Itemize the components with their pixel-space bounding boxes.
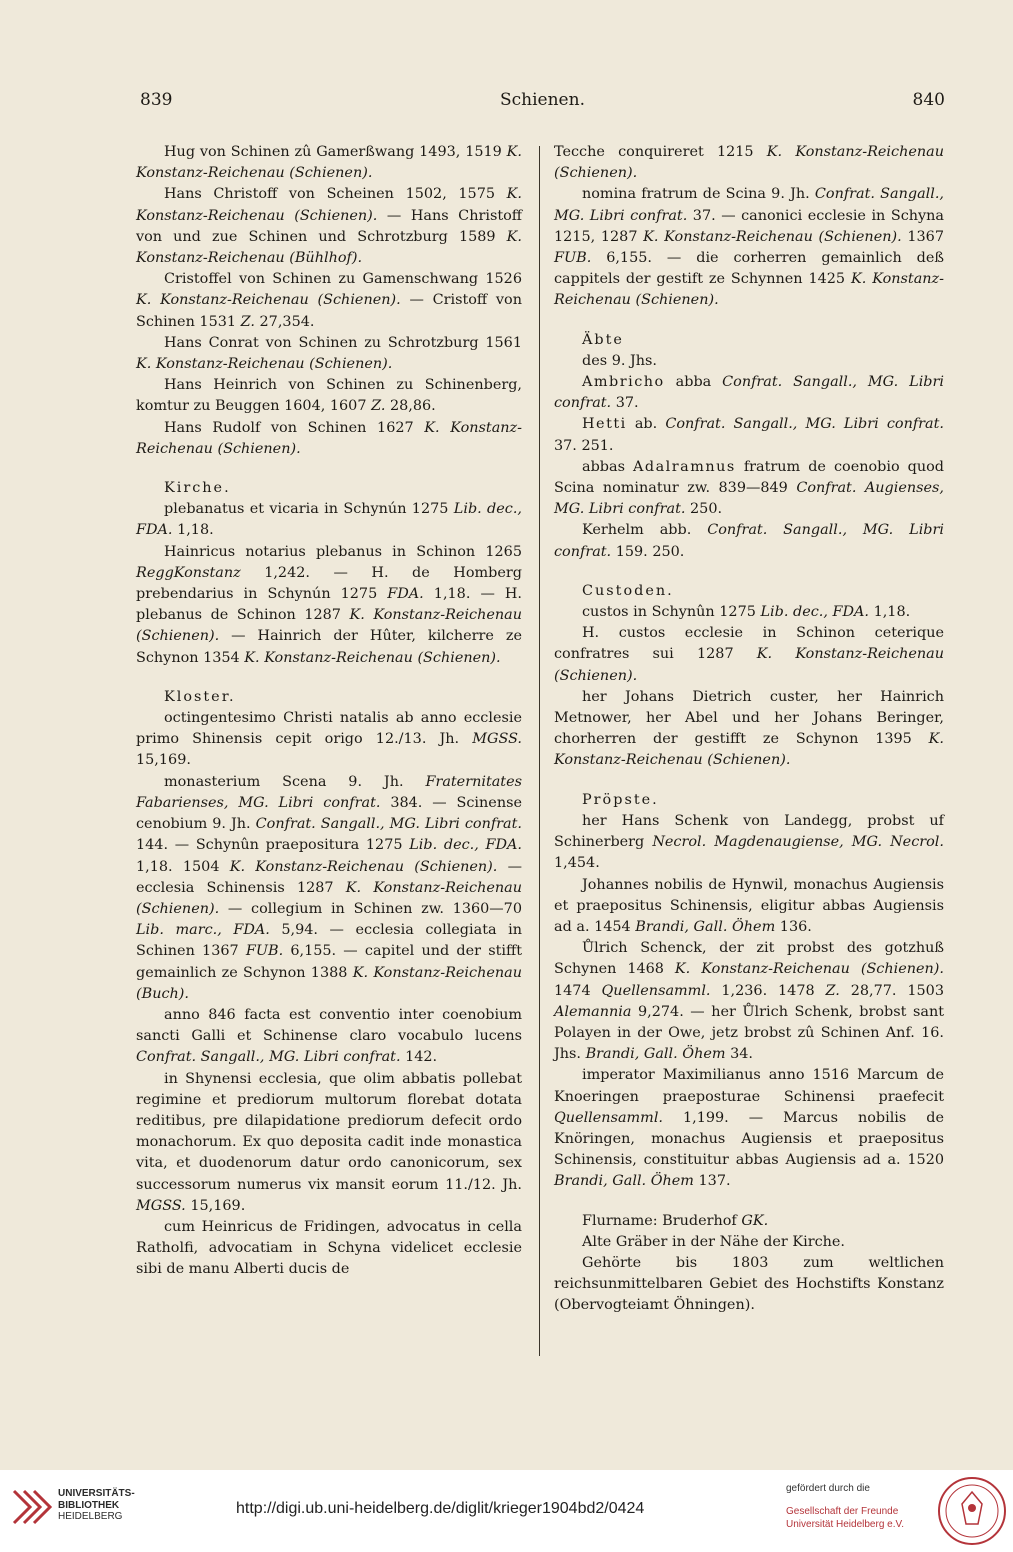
right-column (554, 142, 944, 1317)
paragraph: imperator Maximilianus anno 1516 Marcum de Knoeringen praeposturae Schinensi praefecit Quellensamml. 1,199. — Marcus nobilis de Knöringen, monachus Augiensis et praepositus Schinensis, constituitur abbas Augiensis ad a. 1520 Brandi, Gall. Öhem 137. (554, 1067, 944, 1190)
paragraph: Hans Heinrich von Schinen zu Schinenberg, komtur zu Beuggen 1604, 1607 Z. 28,86. (136, 377, 522, 415)
column-divider (539, 146, 540, 1356)
section-heading: Custoden. (582, 582, 674, 599)
paragraph: Hetti ab. Confrat. Sangall., MG. Libri confrat. 37. 251. (554, 416, 944, 454)
paragraph: Hainricus notarius plebanus in Schinon 1265 ReggKonstanz 1,242. — H. de Homberg prebendarius in Schynún 1275 FDA. 1,18. — H. plebanus de Schinon 1287 K. Konstanz-Reichenau (Schienen). — Hainrich der Hûter, kilcherre ze Schynon 1354 K. Konstanz-Reichenau (Schienen). (136, 543, 523, 666)
page-number-right: 840 (912, 90, 945, 110)
paragraph: Hans Christoff von Scheinen 1502, 1575 K. Konstanz-Reichenau (Schienen). — Hans Christoff von und zue Schinen und Schrotzburg 1589 K. Konstanz-Reichenau (Bühlhof). (136, 186, 522, 267)
running-head (140, 90, 945, 114)
paragraph: Gehörte bis 1803 zum weltlichen reichsunmittelbaren Gebiet des Hochstifts Konstanz (Obervogteiamt Öhningen). (554, 1254, 944, 1314)
paragraph: Hans Rudolf von Schinen 1627 K. Konstanz-Reichenau (Schienen). (136, 419, 522, 457)
paragraph: des 9. Jhs. (582, 352, 657, 369)
section-heading: Kirche. (164, 480, 231, 497)
paragraph: abbas Adalramnus fratrum de coenobio quod Scina nominatur zw. 839—849 Confrat. Augienses, MG. Libri confrat. 250. (554, 458, 945, 518)
section-heading: Äbte (582, 331, 624, 348)
paragraph: her Hans Schenk von Landegg, probst uf Schinerberg Necrol. Magdenaugiense, MG. Necrol. 1,454. (554, 812, 944, 872)
left-column (136, 142, 522, 1281)
paragraph: Ambricho abba Confrat. Sangall., MG. Libri confrat. 37. (554, 374, 944, 412)
paragraph: Johannes nobilis de Hynwil, monachus Augiensis et praepositus Schinensis, eligitur abbas Augiensis ad a. 1454 Brandi, Gall. Öhem 136. (554, 876, 944, 935)
paragraph: Hans Conrat von Schinen zu Schrotzburg 1561 K. Konstanz-Reichenau (Schienen). (136, 334, 522, 373)
paragraph: monasterium Scena 9. Jh. Fraternitates Fabarienses, MG. Libri confrat. 384. — Scinense cenobium 9. Jh. Confrat. Sangall., MG. Libri confrat. 144. — Schynûn praepositura 1275 Lib. dec., FDA. 1,18. 1504 K. Konstanz-Reichenau (Schienen). — ecclesia Schinensis 1287 K. Konstanz-Reichenau (Schienen). — collegium in Schinen zw. 1360—70 Lib. marc., FDA. 5,94. — ecclesia collegiata in Schinen 1367 FUB. 6,155. — capitel und der stifft gemainlich ze Schynon 1388 K. Konstanz-Reichenau (Buch). (136, 773, 523, 1002)
paragraph: Hug von Schinen zû Gamerßwang 1493, 1519 K. Konstanz-Reichenau (Schienen). (136, 144, 522, 182)
section-heading: Pröpste. (582, 791, 659, 808)
library-logo-icon (10, 1485, 52, 1533)
paragraph: anno 846 facta est conventio inter coenobium sancti Galli et Schinense claro vocabulo lucens Confrat. Sangall., MG. Libri confrat. 142. (136, 1006, 522, 1066)
paragraph: in Shynensi ecclesia, que olim abbatis pollebat regimine et prediorum multorum florebat dotata reditibus, pre dilapidatione prediorum defecit ordo monachorum. Ex quo deposita cadit inde monastica vita, et duodenorum datur ordo canonicorum, sex successorum numerus vix mansit eorum 11./12. Jh. MGSS. 15,169. (136, 1070, 522, 1214)
library-name: UNIVERSITÄTS- BIBLIOTHEK HEIDELBERG (58, 1488, 135, 1522)
footer-bar (0, 1470, 1013, 1552)
paragraph: plebanatus et vicaria in Schynún 1275 Lib. dec., FDA. 1,18. (136, 501, 522, 539)
paragraph: Tecche conquireret 1215 K. Konstanz-Reichenau (Schienen). (554, 144, 944, 182)
section-heading: Kloster. (164, 688, 236, 705)
page-title: Schienen. (500, 90, 585, 110)
paragraph: H. custos ecclesie in Schinon ceterique confratres sui 1287 K. Konstanz-Reichenau (Schienen). (554, 625, 944, 684)
paragraph: Cristoffel von Schinen zu Gamenschwang 1526 K. Konstanz-Reichenau (Schienen). — Cristoff von Schinen 1531 Z. 27,354. (136, 271, 522, 330)
university-seal-icon (936, 1474, 1008, 1548)
page-number-left: 839 (140, 90, 173, 110)
paragraph: Kerhelm abb. Confrat. Sangall., MG. Libri confrat. 159. 250. (554, 522, 944, 560)
paragraph: her Johans Dietrich custer, her Hainrich Metnower, her Abel und her Johans Beringer, chorherren der gestifft ze Schynon 1395 K. Konstanz-Reichenau (Schienen). (554, 688, 944, 769)
paragraph: custos in Schynûn 1275 Lib. dec., FDA. 1,18. (582, 604, 911, 621)
sponsor-text: gefördert durch die Gesellschaft der Freunde Universität Heidelberg e.V. (786, 1483, 905, 1530)
paragraph: Ůlrich Schenck, der zit probst des gotzhuß Schynen 1468 K. Konstanz-Reichenau (Schienen). 1474 Quellensamml. 1,236. 1478 Z. 28,77. 1503 Alemannia 9,274. — her Ůlrich Schenk, brobst sant Polayen in der Owe, jetz brobst zû Schinen Anf. 16. Jhs. Brandi, Gall. Öhem 34. (554, 940, 945, 1063)
paragraph: cum Heinricus de Fridingen, advocatus in cella Ratholfi, advocatiam in Schyna videlicet ecclesie sibi de manu Alberti ducis de (136, 1218, 522, 1278)
paragraph: Flurname: Bruderhof GK. (582, 1212, 769, 1229)
paragraph: nomina fratrum de Scina 9. Jh. Confrat. Sangall., MG. Libri confrat. 37. — canonici ecclesie in Schyna 1215, 1287 K. Konstanz-Reichenau (Schienen). 1367 FUB. 6,155. — die corherren gemainlich deß cappitels der gestift ze Schynnen 1425 K. Konstanz-Reichenau (Schienen). (554, 186, 945, 309)
permalink-url[interactable]: http://digi.ub.uni-heidelberg.de/diglit/krieger1904bd2/0424 (236, 1500, 645, 1517)
paragraph: Alte Gräber in der Nähe der Kirche. (582, 1233, 845, 1250)
paragraph: octingentesimo Christi natalis ab anno ecclesie primo Shinensis cepit origo 12./13. Jh. MGSS. 15,169. (136, 710, 522, 769)
